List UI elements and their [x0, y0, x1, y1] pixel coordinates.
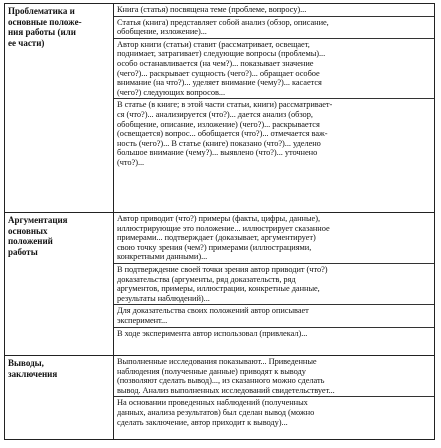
phrase-line: эксперимент... [117, 315, 168, 325]
phrase-block [114, 328, 434, 340]
topic-line: Выводы, [8, 358, 44, 368]
phrase-line: доказательства (аргументы, ряд доказательств, ряд [117, 274, 296, 284]
topic-line: основных [8, 225, 48, 236]
phrase-line: Для доказательства своих положений автор описывает [117, 306, 309, 316]
phrase-line: Выполненные исследования показывают... Приведенные [117, 357, 317, 366]
phrase-line: особо останавливается (на чем?)... показывает значение [117, 58, 314, 68]
phrase-block [114, 99, 434, 168]
phrases-cell [114, 213, 435, 356]
phrase-line: На основании проведенных наблюдений (полученных [117, 398, 308, 408]
phrase-line: В ходе эксперимента автор использовал (привлекал)... [117, 328, 308, 338]
topic-line: ния работы (или [8, 27, 76, 37]
phrase-line: Книга (статья) посвящена теме (проблеме, вопросу)... [117, 5, 307, 14]
phrase-line: внимание (на что?)... уделяет внимание (чему?)... касается [117, 78, 322, 88]
phrase-line: Автор книги (статьи) ставит (рассматривает, освещает, [117, 39, 310, 49]
phrase-line: обобщение, изложение)... [117, 27, 207, 37]
phrases-cell [114, 4, 435, 213]
phrase-block [114, 4, 434, 17]
phrase-line: Автор приводит (что?) примеры (факты, цифры, данные), [117, 214, 320, 223]
phrase-line: (освещается) вопрос... обобщается (что?)... отмечается важ- [117, 129, 328, 139]
phrase-line: большое внимание (чему?)... выявлено (что?)... уточнено [117, 148, 318, 158]
topic-line: Проблематика и [8, 6, 75, 16]
phrase-line: Статья (книга) представляет собой анализ (обзор, описание, [117, 17, 329, 27]
phrase-line: В статье (в книге; в этой части статьи, книги) рассматривает- [117, 100, 333, 110]
phrase-line: ность (чего?)... В статье (книге) показано (что?)... уделено [117, 138, 321, 148]
phrase-line: (чего?)... раскрывает сущность (чего?)... обращает особое [117, 68, 320, 78]
topic-cell [5, 4, 114, 213]
topic-line: работы [8, 246, 38, 257]
phrase-line: аргументов, примеры, иллюстрации, конкретные данные, [117, 284, 320, 294]
phrase-block [114, 39, 434, 100]
topic-cell [5, 213, 114, 356]
phrase-line: наблюдения (полученные данные) приводят к выводу [117, 366, 306, 376]
topic-line: ее части) [8, 37, 45, 48]
phrase-line: обобщение, описание, изложение) (чего?)... раскрывается [117, 119, 320, 129]
phrase-block [114, 356, 434, 397]
phrase-line: сделать заключение, автор приходит к выводу)... [117, 417, 288, 427]
phrase-line: (позволяют сделать вывод)..., из сказанного можно сделать [117, 376, 325, 386]
phrase-block [114, 305, 434, 327]
phrase-block [114, 397, 434, 428]
phrase-line: примерами... подтверждает (доказывает, аргументирует) [117, 233, 316, 243]
row-problems [5, 4, 435, 213]
phrase-line: (чего?) следующих вопросов... [117, 87, 225, 97]
phrase-line: конкретными данными)... [117, 252, 208, 262]
phrase-line: поднимает, затрагивает) следующие вопросы (проблемы)... [117, 49, 326, 59]
row-conclusions [5, 356, 435, 440]
phrase-line: результаты наблюдений)... [117, 293, 210, 303]
phrase-line: свою точку зрения (чем?) примерами (иллюстрациями, [117, 242, 312, 252]
phrase-line: (что?)... [117, 157, 145, 167]
phrases-cell [114, 356, 435, 440]
phrase-line: ся (что?)... анализируется (что?)... дается анализ (обзор, [117, 109, 313, 119]
topic-line: положений [8, 236, 53, 246]
phrase-block [114, 213, 434, 264]
topic-line: Аргументация [8, 215, 68, 225]
phrase-block [114, 17, 434, 39]
topic-cell [5, 356, 114, 440]
table-body [5, 4, 435, 440]
phrase-block [114, 264, 434, 305]
row-arguments [5, 213, 435, 356]
phrase-line: данных, анализа результатов) был сделан вывод (можно [117, 407, 315, 417]
topic-line: основные положе- [8, 16, 82, 27]
document-page [4, 3, 435, 443]
phrase-line: иллюстрирующие это положение... иллюстрирует сказанное [117, 223, 330, 233]
phrase-line: В подтверждение своей точки зрения автор приводит (что?) [117, 264, 328, 274]
topic-line: заключения [8, 368, 58, 379]
phrase-line: вывод. Анализ выполненных исследований свидетельствует... [117, 385, 335, 395]
phrase-table [4, 3, 435, 440]
